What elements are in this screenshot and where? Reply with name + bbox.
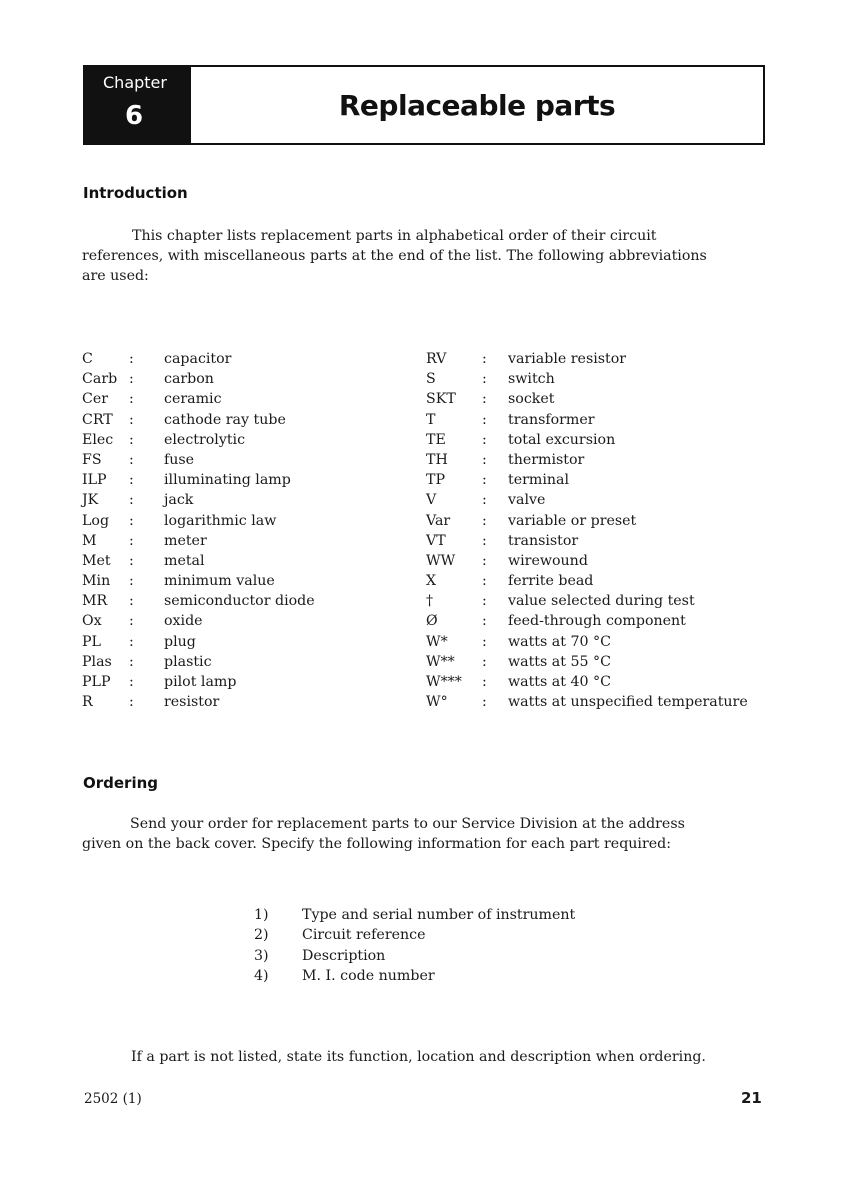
list-item-number: 2) bbox=[254, 927, 269, 944]
abbreviation-code: PL bbox=[82, 633, 101, 650]
abbreviation-separator: : bbox=[129, 573, 134, 590]
abbreviation-row bbox=[426, 672, 776, 692]
abbreviation-separator: : bbox=[482, 653, 487, 670]
abbreviation-separator: : bbox=[482, 613, 487, 630]
list-item-text: Type and serial number of instrument bbox=[302, 907, 576, 923]
list-item-number: 3) bbox=[254, 947, 269, 964]
abbreviation-code: TH bbox=[426, 451, 448, 468]
abbreviation-row bbox=[426, 470, 776, 490]
abbreviation-row bbox=[426, 551, 776, 571]
closing-paragraph bbox=[131, 1047, 706, 1067]
abbreviation-row bbox=[426, 450, 776, 470]
abbreviation-code: Cer bbox=[82, 391, 109, 408]
abbreviation-row bbox=[426, 369, 776, 389]
abbreviation-row bbox=[82, 611, 382, 631]
abbreviation-separator: : bbox=[482, 492, 487, 509]
abbreviation-code: Met bbox=[82, 552, 111, 569]
abbreviation-description: watts at 55 °C bbox=[508, 653, 611, 670]
abbreviation-code: Elec bbox=[82, 431, 114, 448]
abbreviation-code: V bbox=[426, 492, 437, 509]
abbreviation-row bbox=[82, 349, 382, 369]
abbreviation-separator: : bbox=[129, 451, 134, 468]
abbreviation-code: WW bbox=[426, 552, 456, 569]
abbreviation-list-left bbox=[82, 349, 382, 712]
abbreviation-row bbox=[82, 591, 382, 611]
abbreviation-row bbox=[82, 511, 382, 531]
abbreviation-separator: : bbox=[129, 694, 134, 711]
abbreviation-description: plug bbox=[164, 633, 196, 650]
page-number: 21 bbox=[741, 1089, 762, 1107]
abbreviation-description: thermistor bbox=[508, 451, 585, 468]
abbreviation-row bbox=[82, 430, 382, 450]
abbreviation-code: TP bbox=[426, 472, 446, 489]
abbreviation-description: transistor bbox=[508, 532, 579, 549]
abbreviation-description: minimum value bbox=[164, 573, 275, 590]
paragraph-line: Send your order for replacement parts to our Service Division at the address bbox=[130, 816, 685, 832]
chapter-number: 6 bbox=[125, 101, 144, 131]
abbreviation-description: capacitor bbox=[164, 351, 232, 367]
page-title: Replaceable parts bbox=[338, 88, 616, 122]
abbreviation-description: cathode ray tube bbox=[164, 411, 286, 428]
abbreviation-separator: : bbox=[129, 613, 134, 630]
chapter-label: Chapter bbox=[103, 73, 167, 92]
abbreviation-separator: : bbox=[129, 674, 134, 690]
abbreviation-separator: : bbox=[482, 674, 487, 690]
paragraph-line: This chapter lists replacement parts in alphabetical order of their circuit bbox=[132, 228, 657, 244]
abbreviation-code: T bbox=[426, 411, 436, 428]
abbreviation-code: FS bbox=[82, 451, 102, 468]
abbreviation-separator: : bbox=[482, 391, 487, 408]
abbreviation-code: CRT bbox=[82, 411, 113, 428]
abbreviation-separator: : bbox=[482, 411, 487, 428]
abbreviation-separator: : bbox=[482, 552, 487, 569]
abbreviation-description: semiconductor diode bbox=[164, 593, 315, 610]
abbreviation-code: C bbox=[82, 351, 93, 367]
abbreviation-description: jack bbox=[164, 492, 194, 509]
abbreviation-code: † bbox=[426, 593, 434, 610]
abbreviation-separator: : bbox=[482, 532, 487, 549]
abbreviation-row bbox=[426, 632, 776, 652]
abbreviation-code: PLP bbox=[82, 674, 111, 690]
list-item-text: M. I. code number bbox=[302, 967, 435, 984]
introduction-paragraph bbox=[82, 226, 707, 286]
abbreviation-row bbox=[426, 611, 776, 631]
abbreviation-description: feed-through component bbox=[508, 613, 686, 630]
abbreviation-description: variable resistor bbox=[508, 351, 627, 367]
abbreviation-description: socket bbox=[508, 391, 555, 408]
abbreviation-row bbox=[426, 652, 776, 672]
abbreviation-description: watts at 70 °C bbox=[508, 633, 611, 650]
abbreviation-row bbox=[426, 531, 776, 551]
abbreviation-description: fuse bbox=[164, 451, 195, 468]
abbreviation-separator: : bbox=[129, 552, 134, 569]
abbreviation-separator: : bbox=[129, 633, 134, 650]
introduction-heading: Introduction bbox=[83, 184, 188, 202]
abbreviation-separator: : bbox=[482, 431, 487, 448]
abbreviation-code: Ox bbox=[82, 613, 102, 630]
abbreviation-code: S bbox=[426, 371, 436, 388]
paragraph-line: If a part is not listed, state its function, location and description when ordering. bbox=[131, 1049, 706, 1065]
abbreviation-separator: : bbox=[482, 351, 487, 367]
abbreviation-code: MR bbox=[82, 593, 108, 610]
abbreviation-code: SKT bbox=[426, 391, 456, 408]
abbreviation-separator: : bbox=[482, 472, 487, 489]
list-item-number: 4) bbox=[254, 967, 269, 984]
abbreviation-row bbox=[82, 632, 382, 652]
abbreviation-separator: : bbox=[129, 371, 134, 388]
abbreviation-row bbox=[426, 410, 776, 430]
chapter-badge bbox=[85, 67, 191, 143]
abbreviation-description: ferrite bead bbox=[508, 573, 594, 590]
abbreviation-description: value selected during test bbox=[508, 593, 695, 610]
abbreviation-row bbox=[82, 531, 382, 551]
abbreviation-separator: : bbox=[129, 653, 134, 670]
document-reference: 2502 (1) bbox=[84, 1091, 142, 1107]
abbreviation-row bbox=[82, 490, 382, 510]
abbreviation-row bbox=[82, 571, 382, 591]
abbreviation-description: logarithmic law bbox=[164, 512, 277, 529]
abbreviation-row bbox=[82, 389, 382, 409]
abbreviation-description: illuminating lamp bbox=[164, 472, 291, 489]
paragraph-line: given on the back cover. Specify the following information for each part required: bbox=[82, 836, 671, 852]
abbreviation-row bbox=[426, 692, 776, 712]
abbreviation-description: valve bbox=[508, 492, 546, 509]
abbreviation-description: watts at 40 °C bbox=[508, 674, 611, 690]
abbreviation-list-right bbox=[426, 349, 776, 712]
abbreviation-separator: : bbox=[482, 512, 487, 529]
abbreviation-code: Carb bbox=[82, 371, 118, 388]
abbreviation-code: Min bbox=[82, 573, 111, 590]
abbreviation-description: terminal bbox=[508, 472, 570, 489]
abbreviation-row bbox=[82, 652, 382, 672]
abbreviation-code: X bbox=[426, 573, 437, 590]
abbreviation-row bbox=[426, 349, 776, 369]
abbreviation-row bbox=[426, 511, 776, 531]
abbreviation-row bbox=[426, 591, 776, 611]
abbreviation-code: Plas bbox=[82, 653, 112, 670]
chapter-header bbox=[83, 65, 765, 145]
abbreviation-description: wirewound bbox=[508, 552, 588, 569]
abbreviation-separator: : bbox=[482, 573, 487, 590]
abbreviation-description: ceramic bbox=[164, 391, 222, 408]
abbreviation-description: metal bbox=[164, 552, 205, 569]
abbreviation-code: RV bbox=[426, 351, 447, 367]
abbreviation-code: VT bbox=[426, 532, 446, 549]
abbreviation-row bbox=[426, 430, 776, 450]
abbreviation-description: watts at unspecified temperature bbox=[508, 694, 748, 711]
abbreviation-row bbox=[426, 490, 776, 510]
abbreviation-separator: : bbox=[129, 411, 134, 428]
abbreviation-description: transformer bbox=[508, 411, 595, 428]
abbreviation-separator: : bbox=[129, 351, 134, 367]
abbreviation-separator: : bbox=[129, 512, 134, 529]
abbreviation-code: W° bbox=[426, 694, 448, 711]
abbreviation-separator: : bbox=[129, 532, 134, 549]
abbreviation-row bbox=[82, 672, 382, 692]
abbreviation-code: Ø bbox=[426, 613, 438, 630]
abbreviation-separator: : bbox=[129, 492, 134, 509]
ordering-paragraph bbox=[82, 814, 685, 854]
ordering-heading: Ordering bbox=[83, 774, 159, 792]
abbreviation-separator: : bbox=[482, 371, 487, 388]
abbreviation-separator: : bbox=[129, 472, 134, 489]
abbreviation-row bbox=[82, 470, 382, 490]
abbreviation-row bbox=[426, 389, 776, 409]
list-item-text: Description bbox=[302, 947, 386, 964]
abbreviation-row bbox=[82, 692, 382, 712]
abbreviation-separator: : bbox=[482, 593, 487, 610]
abbreviation-description: plastic bbox=[164, 653, 212, 670]
abbreviation-description: total excursion bbox=[508, 431, 616, 448]
abbreviation-row bbox=[426, 571, 776, 591]
abbreviation-row bbox=[82, 369, 382, 389]
abbreviation-description: variable or preset bbox=[508, 512, 637, 529]
abbreviation-separator: : bbox=[482, 633, 487, 650]
abbreviation-code: Var bbox=[426, 512, 451, 529]
abbreviation-row bbox=[82, 410, 382, 430]
abbreviation-code: M bbox=[82, 532, 97, 549]
abbreviation-code: TE bbox=[426, 431, 446, 448]
abbreviation-description: carbon bbox=[164, 371, 214, 388]
abbreviation-description: resistor bbox=[164, 694, 220, 711]
abbreviation-code: W* bbox=[426, 633, 448, 650]
abbreviation-description: electrolytic bbox=[164, 431, 246, 448]
abbreviation-code: ILP bbox=[82, 472, 107, 489]
abbreviation-description: pilot lamp bbox=[164, 674, 237, 690]
list-item-number: 1) bbox=[254, 907, 269, 923]
abbreviation-code: W*** bbox=[426, 674, 462, 690]
abbreviation-separator: : bbox=[482, 451, 487, 468]
abbreviation-code: JK bbox=[82, 492, 99, 509]
abbreviation-separator: : bbox=[129, 431, 134, 448]
abbreviation-separator: : bbox=[482, 694, 487, 711]
abbreviation-row bbox=[82, 551, 382, 571]
abbreviation-description: switch bbox=[508, 371, 555, 388]
list-item-text: Circuit reference bbox=[302, 927, 426, 944]
abbreviation-row bbox=[82, 450, 382, 470]
abbreviation-code: W** bbox=[426, 653, 455, 670]
abbreviation-code: Log bbox=[82, 512, 110, 529]
abbreviation-description: meter bbox=[164, 532, 207, 549]
abbreviation-code: R bbox=[82, 694, 93, 711]
abbreviation-separator: : bbox=[129, 391, 134, 408]
paragraph-line: references, with miscellaneous parts at the end of the list. The following abbreviations bbox=[82, 248, 707, 264]
abbreviation-description: oxide bbox=[164, 613, 203, 630]
paragraph-line: are used: bbox=[82, 268, 149, 284]
abbreviation-separator: : bbox=[129, 593, 134, 610]
